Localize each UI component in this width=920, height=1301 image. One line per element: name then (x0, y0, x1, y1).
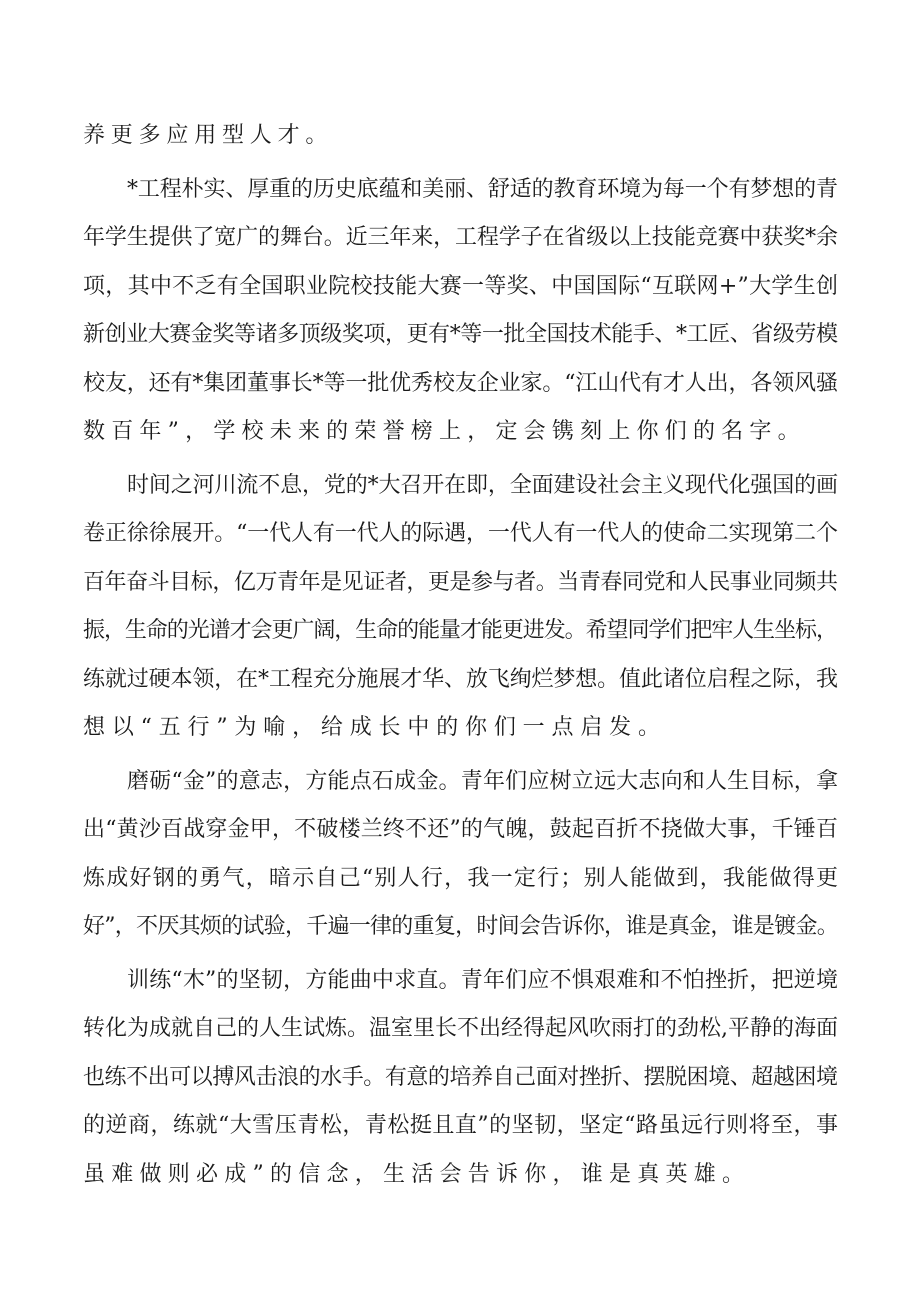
line-text: 转化为成就自己的人生试炼。温室里长不出经得起风吹雨打的劲松,平静的海面 (83, 1016, 838, 1041)
text-line (0, 1156, 920, 1194)
line-text: 项，其中不乏有全国职业院校技能大赛一等奖、中国国际“互联网+”大学生创 (83, 274, 839, 299)
text-line (0, 811, 920, 849)
text-line (0, 467, 920, 505)
text-line (0, 661, 920, 699)
line-text: 数百年”，学校未来的荣誉榜上，定会镌刻上你们的名字。 (83, 419, 806, 444)
text-line (0, 219, 920, 257)
text-line (0, 860, 920, 898)
text-line (0, 1059, 920, 1097)
text-line (0, 612, 920, 650)
line-text: 训练“木”的坚韧，方能曲中求直。青年们应不惧艰难和不怕挫折，把逆境 (127, 968, 839, 993)
text-line (0, 117, 920, 155)
text-line (0, 515, 920, 553)
text-line (0, 365, 920, 403)
line-text: 想以“五行”为喻，给成长中的你们一点启发。 (83, 715, 667, 740)
line-text: 出“黄沙百战穿金甲，不破楼兰终不还”的气魄，鼓起百折不挠做大事，千锤百 (83, 817, 839, 842)
line-text: 养更多应用型人才。 (83, 123, 334, 148)
line-text: 练就过硬本领，在*工程充分施展才华、放飞绚烂梦想。值此诸位启程之际，我 (83, 667, 838, 692)
text-line (0, 564, 920, 602)
line-text: 的逆商，练就“大雪压青松，青松挺且直”的坚韧，坚定“路虽远行则将至，事 (83, 1113, 839, 1138)
line-text: 年学生提供了宽广的舞台。近三年来，工程学子在省级以上技能竞赛中获奖*余 (83, 225, 838, 250)
text-line (0, 316, 920, 354)
text-line (0, 709, 920, 747)
text-line (0, 268, 920, 306)
line-text: 校友，还有*集团董事长*等一批优秀校友企业家。“江山代有才人出，各领风骚 (83, 371, 838, 396)
line-text: 好”，不厌其烦的试验，千遍一律的重复，时间会告诉你，谁是真金，谁是镀金。 (83, 914, 839, 939)
text-line (0, 1107, 920, 1145)
text-line (0, 171, 920, 209)
text-line (0, 962, 920, 1000)
line-text: 也练不出可以搏风击浪的水手。有意的培养自己面对挫折、摆脱困境、超越困境 (83, 1065, 838, 1090)
line-text: 炼成好钢的勇气，暗示自己“别人行，我一定行；别人能做到，我能做得更 (83, 866, 840, 891)
line-text: 振，生命的光谱才会更广阔，生命的能量才能更进发。希望同学们把牢人生坐标， (83, 618, 837, 643)
text-line (0, 413, 920, 451)
text-line (0, 763, 920, 801)
line-text: 磨砺“金”的意志，方能点石成金。青年们应树立远大志向和人生目标，拿 (127, 769, 839, 794)
line-text: 百年奋斗目标，亿万青年是见证者，更是参与者。当青春同党和人民事业同频共 (83, 570, 838, 595)
line-text: *工程朴实、厚重的历史底蕴和美丽、舒适的教育环境为每一个有梦想的青 (127, 177, 838, 202)
line-text: 新创业大赛金奖等诸多顶级奖项，更有*等一批全国技术能手、*工匠、省级劳模 (83, 322, 838, 347)
text-line (0, 908, 920, 946)
line-text: 时间之河川流不息，党的*大召开在即，全面建设社会主义现代化强国的画 (127, 473, 838, 498)
line-text: 卷正徐徐展开。“一代人有一代人的际遇，一代人有一代人的使命二实现第二个 (83, 521, 838, 546)
line-text: 虽难做则必成”的信念，生活会告诉你，谁是真英雄。 (83, 1162, 751, 1187)
text-line (0, 1010, 920, 1048)
